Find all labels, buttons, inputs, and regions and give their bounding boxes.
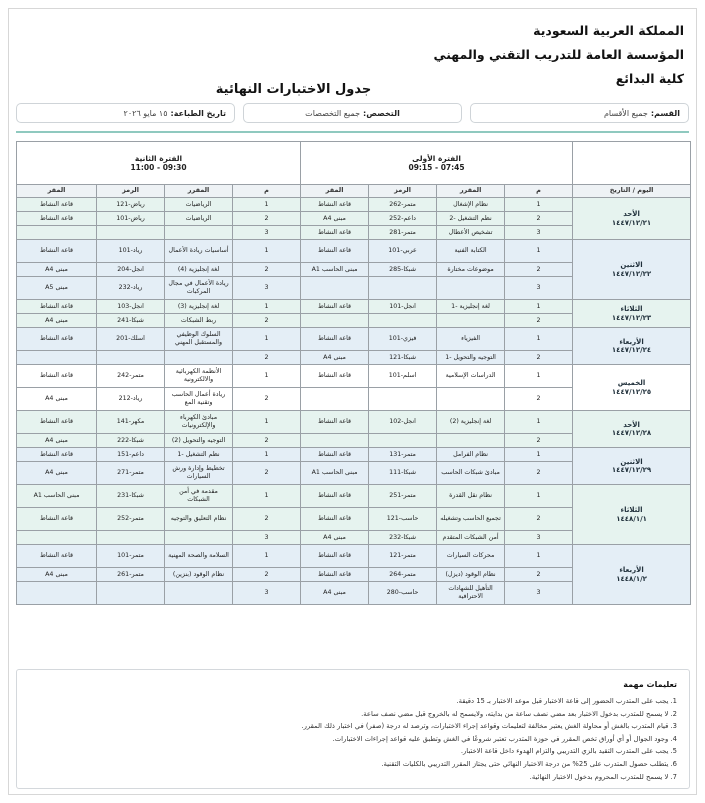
schedule-body — [17, 198, 691, 605]
period1-course-cell: التأهيل للشهادات الاحترافية — [437, 582, 505, 605]
period2-num-cell: 3 — [233, 277, 301, 300]
table-row — [17, 300, 691, 314]
period1-hall-cell: قاعة النشاط — [301, 508, 369, 531]
period2-hall-cell: مبنى A4 — [17, 314, 97, 328]
period1-hall-cell: قاعة النشاط — [301, 300, 369, 314]
period1-course-cell: تشخيص الأعطال — [437, 226, 505, 240]
col-header-code: الرمز — [97, 185, 165, 198]
period1-course-cell: نظام الوقود (ديزل) — [437, 568, 505, 582]
period2-hall-cell: قاعة النشاط — [17, 411, 97, 434]
period1-code-cell: انجل-102 — [369, 411, 437, 434]
period2-num-cell: 2 — [233, 462, 301, 485]
table-row — [17, 240, 691, 263]
day-name: الأحد — [623, 420, 640, 429]
period1-code-cell: داعم-252 — [369, 212, 437, 226]
period2-num-cell: 1 — [233, 485, 301, 508]
period2-course-cell: نظم التشغيل -1 — [165, 448, 233, 462]
page-title: جدول الاختبارات النهائية — [215, 82, 372, 97]
period2-hall-cell: مبنى A4 — [17, 263, 97, 277]
period1-name: الفترة الأولى — [412, 154, 461, 163]
period2-hall-cell: قاعة النشاط — [17, 545, 97, 568]
period1-num-cell: 1 — [505, 198, 573, 212]
period1-course-cell: نظام نقل القدرة — [437, 485, 505, 508]
day-name: الأربعاء — [619, 566, 644, 575]
period2-hall-cell: مبنى A4 — [17, 388, 97, 411]
section-divider — [16, 131, 689, 133]
department-label: القسم: — [650, 108, 680, 118]
period2-hall-cell: مبنى A4 — [17, 434, 97, 448]
day-cell — [573, 545, 691, 605]
period2-course-cell: ريادة أعمال الحاسب وتقنية المع — [165, 388, 233, 411]
day-cell — [573, 198, 691, 240]
period1-code-cell: متمر-121 — [369, 545, 437, 568]
period2-code-cell: انجل-103 — [97, 300, 165, 314]
period2-name: الفترة الثانية — [134, 154, 183, 163]
period2-code-cell: انجل-204 — [97, 263, 165, 277]
instruction-item: 4. وجود الجوال أو أي أوراق تخص المقرر في حوزة المتدرب تعتبر شروعًا في الغش وتطبق عليه قواعد إجراءات الاختبارات. — [332, 734, 677, 743]
period2-course-cell: لغة إنجليزية (4) — [165, 263, 233, 277]
period1-num-cell: 1 — [505, 300, 573, 314]
day-cell — [573, 240, 691, 300]
period1-num-cell: 3 — [505, 531, 573, 545]
period2-code-cell: رياض-101 — [97, 212, 165, 226]
table-row — [17, 485, 691, 508]
period2-num-cell: 1 — [233, 545, 301, 568]
period2-course-cell: نظام التعليق والتوجيه — [165, 508, 233, 531]
day-date: ١٤٤٧/١٢/٢٢ — [611, 269, 652, 278]
period2-num-cell: 2 — [233, 263, 301, 277]
period1-hall-cell: مبنى A4 — [301, 351, 369, 365]
period2-num-cell: 3 — [233, 531, 301, 545]
period1-code-cell — [369, 277, 437, 300]
col-header-course: المقرر — [437, 185, 505, 198]
instruction-item: 3. قيام المتدرب بالغش أو محاولة الغش يعتبر مخالفة لتعليمات وقواعد إجراء الاختبارات، وترصد له درجة (صفر) في اختبار ذلك المقرر. — [301, 722, 677, 731]
period1-num-cell: 2 — [505, 212, 573, 226]
period1-num-cell: 2 — [505, 388, 573, 411]
period2-hall-cell: مبنى A5 — [17, 277, 97, 300]
department-value: جميع الأقسام — [603, 108, 648, 118]
day-cell — [573, 485, 691, 545]
period1-hall-cell: قاعة النشاط — [301, 240, 369, 263]
period1-hall-cell — [301, 388, 369, 411]
period1-num-cell: 2 — [505, 434, 573, 448]
period2-num-cell: 2 — [233, 212, 301, 226]
period2-course-cell: مبادئ الكهرباء والإلكترونيات — [165, 411, 233, 434]
col-header-num: م — [505, 185, 573, 198]
period2-code-cell — [97, 531, 165, 545]
period1-code-cell: شبكا-285 — [369, 263, 437, 277]
period2-num-cell: 1 — [233, 328, 301, 351]
period2-num-cell: 2 — [233, 434, 301, 448]
period2-code-cell: رياد-212 — [97, 388, 165, 411]
period1-course-cell: الدراسات الإسلامية — [437, 365, 505, 388]
period1-num-cell: 1 — [505, 448, 573, 462]
period2-num-cell: 1 — [233, 365, 301, 388]
period1-course-cell — [437, 434, 505, 448]
instruction-item: 7. لا يسمح للمتدرب المحروم بدخول الاختبار النهائية. — [529, 772, 677, 781]
period1-num-cell: 3 — [505, 226, 573, 240]
day-date: ١٤٤٧/١٢/٢٩ — [611, 466, 652, 474]
period1-code-cell: فيزي-101 — [369, 328, 437, 351]
table-row — [17, 198, 691, 212]
period2-hall-cell — [17, 531, 97, 545]
period2-course-cell: أساسيات ريادة الأعمال — [165, 240, 233, 263]
period1-hall-cell: مبنى الحاسب A1 — [301, 462, 369, 485]
specialization-filter[interactable] — [243, 103, 462, 123]
table-row — [17, 328, 691, 351]
period2-code-cell — [97, 351, 165, 365]
period2-num-cell: 3 — [233, 226, 301, 240]
period1-hall-cell: قاعة النشاط — [301, 226, 369, 240]
period1-num-cell: 2 — [505, 314, 573, 328]
day-cell — [573, 448, 691, 485]
period1-code-cell — [369, 434, 437, 448]
period2-hall-cell: قاعة النشاط — [17, 328, 97, 351]
period1-code-cell: متمر-281 — [369, 226, 437, 240]
period1-hall-cell: مبنى A4 — [301, 212, 369, 226]
period2-hall-cell: مبنى الحاسب A1 — [17, 485, 97, 508]
period2-hall-cell: قاعة النشاط — [17, 300, 97, 314]
period1-code-cell: متمر-251 — [369, 485, 437, 508]
period2-code-cell: رياد-232 — [97, 277, 165, 300]
period2-hall-cell: قاعة النشاط — [17, 240, 97, 263]
day-cell — [573, 365, 691, 411]
period1-num-cell: 1 — [505, 411, 573, 434]
instructions-title: تعليمات مهمة — [623, 680, 677, 689]
period1-code-cell: متمر-264 — [369, 568, 437, 582]
period1-hall-cell — [301, 277, 369, 300]
day-header-spacer — [573, 142, 691, 185]
col-header-day: اليوم / التاريخ — [573, 185, 691, 198]
period2-code-cell: متمر-101 — [97, 545, 165, 568]
schedule-page — [8, 8, 697, 795]
period2-code-cell: رياد-101 — [97, 240, 165, 263]
period1-course-cell: الفيزياء — [437, 328, 505, 351]
period1-hall-cell: مبنى A4 — [301, 531, 369, 545]
period1-hall-cell: قاعة النشاط — [301, 485, 369, 508]
period1-hall-cell: مبنى A4 — [301, 582, 369, 605]
day-date: ١٤٤٧/١٢/٢١ — [611, 218, 652, 227]
period1-hall-cell: قاعة النشاط — [301, 365, 369, 388]
day-date: ١٤٤٨/١/٢ — [616, 574, 647, 583]
period2-hall-cell: قاعة النشاط — [17, 212, 97, 226]
period1-num-cell: 2 — [505, 462, 573, 485]
table-row — [17, 448, 691, 462]
day-name: الثلاثاء — [620, 305, 643, 314]
period2-course-cell: السلوك الوظيفي والمستقبل المهني — [165, 328, 233, 351]
period1-course-cell: مبادئ شبكات الحاسب — [437, 462, 505, 485]
instructions-list — [29, 697, 677, 781]
print-date-label: تاريخ الطباعة: — [170, 108, 226, 118]
period1-course-cell: أمن الشبكات المتقدم — [437, 531, 505, 545]
period1-hall-cell: قاعة النشاط — [301, 568, 369, 582]
period1-num-cell: 3 — [505, 277, 573, 300]
instructions-box — [16, 669, 690, 789]
day-cell — [573, 300, 691, 328]
period2-code-cell: اسلك-201 — [97, 328, 165, 351]
period1-course-cell: نظم التشغيل -2 — [437, 212, 505, 226]
period2-course-cell — [165, 582, 233, 605]
period2-num-cell: 1 — [233, 240, 301, 263]
col-header-num: م — [233, 185, 301, 198]
period2-code-cell — [97, 226, 165, 240]
period1-code-cell: شبكا-232 — [369, 531, 437, 545]
period2-num-cell: 1 — [233, 448, 301, 462]
period1-code-cell: حاسب-121 — [369, 508, 437, 531]
period1-course-cell: لغة إنجليزية (2) — [437, 411, 505, 434]
org-name-corporation: المؤسسة العامة للتدريب التقني والمهني — [433, 47, 684, 62]
col-header-code: الرمز — [369, 185, 437, 198]
period2-hall-cell: قاعة النشاط — [17, 508, 97, 531]
period2-course-cell — [165, 531, 233, 545]
period2-code-cell: رياض-121 — [97, 198, 165, 212]
period2-hall-cell: قاعة النشاط — [17, 365, 97, 388]
period2-code-cell: شبكا-222 — [97, 434, 165, 448]
period2-hall-cell: قاعة النشاط — [17, 448, 97, 462]
org-name-college: كلية البدائع — [615, 71, 684, 86]
period1-course-cell: التوجيه والتحويل -1 — [437, 351, 505, 365]
period1-num-cell: 1 — [505, 485, 573, 508]
period1-num-cell: 1 — [505, 240, 573, 263]
period1-hall-cell: قاعة النشاط — [301, 198, 369, 212]
period1-code-cell: انجل-101 — [369, 300, 437, 314]
table-row — [17, 411, 691, 434]
period2-course-cell: نظام الوقود (بنزين) — [165, 568, 233, 582]
period2-code-cell: متمر-252 — [97, 508, 165, 531]
day-date: ١٤٤٨/١/١ — [616, 514, 647, 523]
period1-num-cell: 2 — [505, 568, 573, 582]
print-date-value: ١٥ مايو ٢٠٢٦ — [123, 108, 168, 118]
period2-num-cell: 2 — [233, 508, 301, 531]
exam-schedule-table — [16, 141, 691, 605]
period2-code-cell: متمر-271 — [97, 462, 165, 485]
org-name-country: المملكة العربية السعودية — [533, 23, 684, 38]
period2-code-cell: شبكا-241 — [97, 314, 165, 328]
day-cell — [573, 328, 691, 365]
period2-course-cell — [165, 226, 233, 240]
period2-num-cell: 1 — [233, 300, 301, 314]
period2-num-cell: 3 — [233, 582, 301, 605]
day-date: ١٤٤٧/١٢/٢٨ — [611, 429, 652, 437]
day-date: ١٤٤٧/١٢/٢٤ — [611, 346, 652, 354]
period2-num-cell: 2 — [233, 314, 301, 328]
period1-hall-cell: قاعة النشاط — [301, 448, 369, 462]
period2-course-cell: التوجيه والتحويل (2) — [165, 434, 233, 448]
day-name: الخميس — [617, 379, 646, 388]
period2-code-cell: شبكا-231 — [97, 485, 165, 508]
period2-course-cell: ريادة الأعمال في مجال المركبات — [165, 277, 233, 300]
col-header-hall: المقر — [17, 185, 97, 198]
table-row — [17, 365, 691, 388]
period1-num-cell: 1 — [505, 365, 573, 388]
day-cell — [573, 411, 691, 448]
period1-num-cell: 2 — [505, 263, 573, 277]
table-row — [17, 545, 691, 568]
day-name: الثلاثاء — [620, 506, 643, 515]
period1-hall-cell: قاعة النشاط — [301, 328, 369, 351]
day-name: الأحد — [623, 210, 640, 219]
period2-course-cell: مقدمة في أمن الشبكات — [165, 485, 233, 508]
col-header-hall: المقر — [301, 185, 369, 198]
period2-hall-cell — [17, 226, 97, 240]
specialization-value: جميع التخصصات — [305, 108, 361, 118]
period1-course-cell: الكتابة الفنية — [437, 240, 505, 263]
department-filter[interactable] — [470, 103, 689, 123]
instruction-item: 1. يجب على المتدرب الحضور إلى قاعة الاختبار قبل موعد الاختبار بـ 15 دقيقة. — [456, 697, 677, 705]
day-name: الاثنين — [620, 457, 643, 466]
period2-course-cell: الرياضيات — [165, 212, 233, 226]
period1-hall-cell: قاعة النشاط — [301, 545, 369, 568]
period1-course-cell: نظام الفرامل — [437, 448, 505, 462]
period2-course-cell: الرياضيات — [165, 198, 233, 212]
period2-course-cell: الأنظمة الكهربائية والالكترونية — [165, 365, 233, 388]
instruction-item: 2. لا يسمح للمتدرب بدخول الاختبار بعد مضي نصف ساعة من بدايته، ولايسمح له بالخروج قبل مضي نصف ساعة. — [361, 709, 677, 718]
period2-header — [17, 142, 301, 185]
period1-header — [301, 142, 573, 185]
period1-code-cell: اسلم-101 — [369, 365, 437, 388]
period1-code-cell: عربي-101 — [369, 240, 437, 263]
period1-code-cell: متمر-262 — [369, 198, 437, 212]
period1-course-cell — [437, 388, 505, 411]
day-date: ١٤٤٧/١٢/٢٣ — [611, 313, 652, 322]
period1-code-cell: حاسب-280 — [369, 582, 437, 605]
period1-course-cell: محركات السيارات — [437, 545, 505, 568]
instruction-item: 6. يتطلب حصول المتدرب على 25% من درجة الاختبار النهائي حتى يجتاز المقرر التدريبي بالكليات التقنية. — [381, 759, 677, 768]
period2-num-cell: 2 — [233, 568, 301, 582]
period2-time: 09:30 - 11:00 — [130, 163, 187, 172]
period1-num-cell: 1 — [505, 328, 573, 351]
period2-course-cell: تخطيط وإدارة ورش السيارات — [165, 462, 233, 485]
period1-course-cell — [437, 314, 505, 328]
period2-hall-cell: مبنى A4 — [17, 462, 97, 485]
period1-course-cell: نظام الإشغال — [437, 198, 505, 212]
period2-num-cell: 2 — [233, 388, 301, 411]
period2-code-cell — [97, 582, 165, 605]
period1-code-cell: متمر-131 — [369, 448, 437, 462]
period1-hall-cell: قاعة النشاط — [301, 411, 369, 434]
period2-code-cell: داعم-151 — [97, 448, 165, 462]
period2-hall-cell — [17, 582, 97, 605]
period1-course-cell: موضوعات مختارة — [437, 263, 505, 277]
period2-course-cell: ربط الشبكات — [165, 314, 233, 328]
period2-course-cell — [165, 351, 233, 365]
period2-hall-cell — [17, 351, 97, 365]
period1-code-cell: شبكا-121 — [369, 351, 437, 365]
period1-hall-cell: مبنى الحاسب A1 — [301, 263, 369, 277]
period2-course-cell: لغة إنجليزية (3) — [165, 300, 233, 314]
period2-course-cell: السلامة والصحة المهنية — [165, 545, 233, 568]
col-header-course: المقرر — [165, 185, 233, 198]
period1-num-cell: 3 — [505, 582, 573, 605]
period1-course-cell: لغة إنجليزية -1 — [437, 300, 505, 314]
period1-code-cell — [369, 314, 437, 328]
print-date-box — [16, 103, 235, 123]
period1-code-cell — [369, 388, 437, 411]
period1-num-cell: 2 — [505, 351, 573, 365]
period2-code-cell: مكهر-141 — [97, 411, 165, 434]
period2-num-cell: 1 — [233, 198, 301, 212]
day-name: الاثنين — [620, 261, 643, 270]
period2-hall-cell: مبنى A4 — [17, 568, 97, 582]
day-date: ١٤٤٧/١٢/٢٥ — [611, 387, 652, 396]
period2-code-cell: متمر-261 — [97, 568, 165, 582]
specialization-label: التخصص: — [363, 108, 400, 118]
period1-time: 07:45 - 09:15 — [408, 163, 465, 172]
period2-num-cell: 1 — [233, 411, 301, 434]
period1-course-cell: تجميع الحاسب وتشغيله — [437, 508, 505, 531]
period1-code-cell: شبكا-111 — [369, 462, 437, 485]
instruction-item: 5. يجب على المتدرب التقيد بالزي التدريبي والتزام الهدوء داخل قاعة الاختبار. — [460, 747, 677, 756]
period2-code-cell: متمر-242 — [97, 365, 165, 388]
period1-course-cell — [437, 277, 505, 300]
period2-hall-cell: قاعة النشاط — [17, 198, 97, 212]
period2-num-cell: 2 — [233, 351, 301, 365]
period1-num-cell: 1 — [505, 545, 573, 568]
period1-hall-cell — [301, 434, 369, 448]
day-name: الأربعاء — [619, 337, 644, 346]
period1-num-cell: 2 — [505, 508, 573, 531]
period1-hall-cell — [301, 314, 369, 328]
filter-bar — [16, 103, 689, 123]
